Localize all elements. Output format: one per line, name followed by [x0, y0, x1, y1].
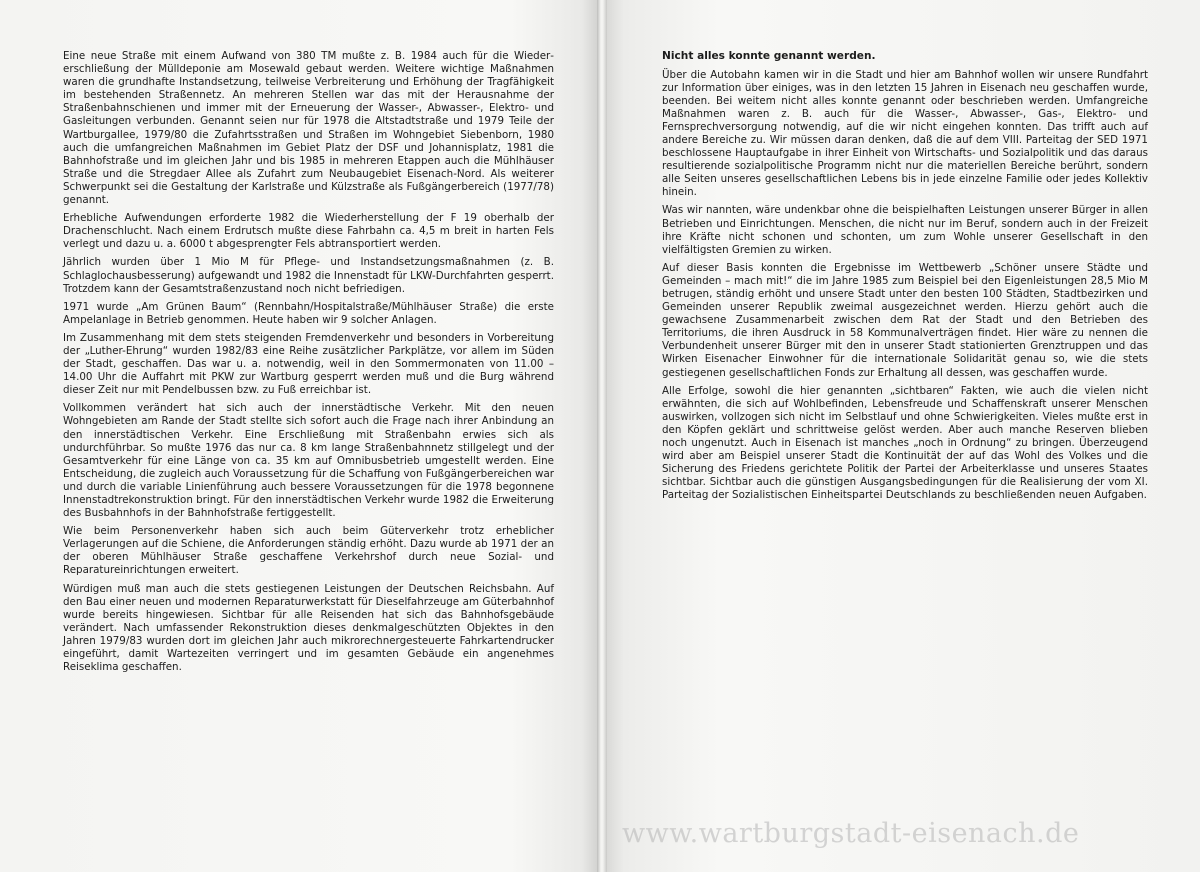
left-paragraph-5: Im Zusammenhang mit dem stets steigenden Fremdenverkehr und besonders in Vorbereitung der „Luther-Ehrung“ wurden 1982/83 eine Reihe zusätzlicher Parkplätze, vor allem im Süden der Stadt, geschaffen. Das war u. a. notwendig, weil in den Sommermonaten von 11.00 – 14.00 Uhr die Auffahrt mit PKW zur Wartburg gesperrt werden muß und die Burg während dieser Zeit nur mit Pendelbussen bzw. zu Fuß erreichbar ist.: [63, 331, 554, 397]
left-paragraph-6: Vollkommen verändert hat sich auch der innerstädtische Verkehr. Mit den neuen Wohngebieten am Rande der Stadt stellte sich sofort auch die Frage nach ihrer Anbindung an den innerstädtischen Verkehr. Eine Erschließung mit Straßenbahn erwies sich als undurchführbar. So mußte 1976 das nur ca. 8 km lange Straßenbahnnetz stillgelegt und der Gesamtverkehr für eine Länge von ca. 35 km auf Omnibusbetrieb umgestellt werden. Eine Entscheidung, die zugleich auch Voraussetzung für die Schaffung von Fußgängerbereichen war und durch die variable Linienführung auch bessere Voraussetzungen für die 1978 begonnene Innenstadtrekonstruktion bringt. Für den innerstädtischen Verkehr wurde 1982 die Erweiterung des Busbahnhofs in der Bahnhofstraße fertiggestellt.: [63, 402, 554, 520]
left-paragraph-1: Eine neue Straße mit einem Aufwand von 380 TM mußte z. B. 1984 auch für die Wiedererschließung der Mülldeponie am Mosewald gebaut werden. Weitere wichtige Maßnahmen waren die grundhafte Instandsetzung, teilweise Verbreiterung und Erhöhung der Tragfähigkeit im bestehenden Straßennetz. An mehreren Stellen war das mit der Herausnahme der Straßenbahnschienen und immer mit der Erneuerung der Wasser-, Abwasser-, Elektro- und Gasleitungen verbunden. Genannt seien nur für 1978 die Altstadtstraße und 1979 Teile der Wartburgallee, 1979/80 die Zufahrtsstraßen und Straßen im Wohngebiet Siebenborn, 1980 auch die umfangreichen Maßnahmen im Gebiet Platz der DSF und Johannisplatz, 1981 die Bahnhofstraße und im gleichen Jahr und bis 1985 in mehreren Etappen auch die Mühlhäuser Straße und die Stregdaer Allee als Zufahrt zum Neubaugebiet Eisenach-Nord. Als weiterer Schwerpunkt sei die Gestaltung der Karlstraße und Külzstraße als Fußgängerbereich (1977/78) genannt.: [63, 50, 554, 207]
section-heading: Nicht alles konnte genannt werden.: [662, 50, 876, 62]
left-paragraph-8: Würdigen muß man auch die stets gestiegenen Leistungen der Deutschen Reichsbahn. Auf den Bau einer neuen und modernen Reparaturwerkstatt für Dieselfahrzeuge am Güterbahnhof wurde bereits hingewiesen. Sichtbar für alle Reisenden hat sich das Bahnhofsgebäude verändert. Nach umfassender Rekonstruktion dieses denkmalgeschützten Objektes in den Jahren 1979/83 wurden dort im gleichen Jahr auch mikrorechnergesteuerte Fahrkartendrucker eingeführt, damit Wartezeiten verringert und im gesamten Gebäude ein angenehmes Reiseklima geschaffen.: [63, 582, 554, 674]
right-page: [600, 0, 1200, 872]
left-paragraph-4: 1971 wurde „Am Grünen Baum“ (Rennbahn/Hospitalstraße/Mühlhäuser Straße) die erste Ampelanlage in Betrieb genommen. Heute haben wir 9 solcher Anlagen.: [63, 300, 554, 326]
right-paragraph-1: Über die Autobahn kamen wir in die Stadt und hier am Bahnhof wollen wir unsere Rundfahrt zur Information über einiges, was in den letzten 15 Jahren in Eisenach neu geschaffen wurde, beenden. Bei weitem nicht alles konnte genannt oder beschrieben werden. Umfangreiche Maßnahmen waren z. B. auch für die Wasser-, Abwasser-, Gas-, Elektro- und Fernsprechversorgung notwendig, auf die wir nicht eingehen konnten. Das trifft auch auf andere Bereiche zu. Wir müssen daran denken, daß die auf dem VIII. Parteitag der SED 1971 beschlossene Hauptaufgabe in ihrer Einheit von Wirtschafts- und Sozialpolitik und das daraus resultierende sozialpolitische Programm nicht nur die materiellen Bereiche berührt, sondern alle Seiten unseres gesellschaftlichen Lebens bis in jede einzelne Familie oder jedes Kollektiv hinein.: [662, 68, 1148, 199]
left-paragraph-7: Wie beim Personenverkehr haben sich auch beim Güterverkehr trotz erheblicher Verlagerungen auf die Schiene, die Anforderungen ständig erhöht. Dazu wurde ab 1971 der an der oberen Mühlhäuser Straße geschaffene Verkehrshof durch neue Sozial- und Reparatureinrichtungen erweitert.: [63, 525, 554, 577]
right-paragraph-4: Alle Erfolge, sowohl die hier genannten „sichtbaren“ Fakten, wie auch die vielen nicht erwähnten, die sich auf Wohlbefinden, Lebensfreude und Schaffenskraft unserer Menschen auswirken, vollzogen sich nicht im Selbstlauf und ohne Schwierigkeiten. Vieles mußte erst in den Köpfen geklärt und schrittweise gelöst werden. Aber auch manche Reserven blieben noch ungenutzt. Auch in Eisenach ist manches „noch in Ordnung“ zu bringen. Überzeugend wird aber am Beispiel unserer Stadt die Kontinuität der auf das Wohl des Volkes und die Sicherung des Friedens gerichtete Politik der Partei der Arbeiterklasse und unseres Staates sichtbar. Sichtbar auch die günstigen Ausgangsbedingungen für die Realisierung der vom XI. Parteitag der Sozialistischen Einheitspartei Deutschlands zu beschließenden neuen Aufgaben.: [662, 384, 1148, 502]
left-paragraph-3: Jährlich wurden über 1 Mio M für Pflege- und Instandsetzungsmaßnahmen (z. B. Schlaglochausbesserung) aufgewandt und 1982 die Innenstadt für LKW-Durchfahrten gesperrt. Trotzdem kann der Gesamtstraßenzustand noch nicht befriedigen.: [63, 256, 554, 295]
right-paragraph-2: Was wir nannten, wäre undenkbar ohne die beispielhaften Leistungen unserer Bürger in allen Betrieben und Einrichtungen. Menschen, die nicht nur im Beruf, sondern auch in der Freizeit ihre Kräfte nicht schonen und schonten, um zum Wohle unserer Gesellschaft in den vielfältigsten Gremien zu wirken.: [662, 204, 1148, 256]
book-gutter: [597, 0, 607, 872]
right-paragraph-3: Auf dieser Basis konnten die Ergebnisse im Wettbewerb „Schöner unsere Städte und Gemeinden – mach mit!“ die im Jahre 1985 zum Beispiel bei den Eigenleistungen 28,5 Mio M betrugen, ständig erhöht und unsere Stadt unter den besten 100 Städten, Stadtbezirken und Gemeinden unserer Republik zweimal ausgezeichnet werden. Hierzu gehört auch die gewachsene Zusammenarbeit zwischen dem Rat der Stadt und den Betrieben des Territoriums, die ihren Ausdruck in 58 Kommunalverträgen findet. Hier wäre zu nennen die Verbundenheit unserer Bürger mit den in unserer Stadt stationierten Grenztruppen und das Wirken Eisenacher Einwohner für die internationale Solidarität genau so, wie die stets gestiegenen gesellschaftlichen Fonds zur Erhaltung all dessen, was geschaffen wurde.: [662, 261, 1148, 379]
left-paragraph-2: Erhebliche Aufwendungen erforderte 1982 die Wiederherstellung der F 19 oberhalb der Drachenschlucht. Nach einem Erdrutsch mußte diese Fahrbahn ca. 4,5 m breit in harten Fels verlegt und dazu u. a. 6000 t abgesprengter Fels abtransportiert werden.: [63, 212, 554, 251]
website-watermark: www.wartburgstadt-eisenach.de: [622, 818, 1080, 849]
